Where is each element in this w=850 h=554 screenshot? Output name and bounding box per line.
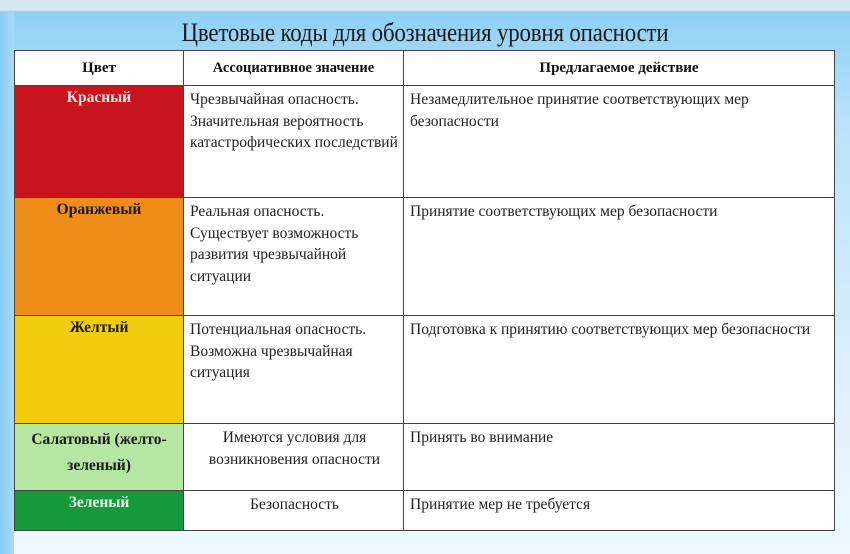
color-cell-green: Зеленый xyxy=(15,491,184,531)
color-cell-red: Красный xyxy=(15,86,184,198)
meaning-cell: Реальная опасность. Существует возможность развития чрезвычайной ситуации xyxy=(184,198,404,316)
table-row-orange xyxy=(15,198,835,316)
table-row-light-green xyxy=(15,424,835,491)
action-cell: Подготовка к принятию соответствующих мер безопасности xyxy=(404,316,835,424)
meaning-cell: Чрезвычайная опасность. Значительная вероятность катастрофических последствий xyxy=(184,86,404,198)
meaning-cell: Безопасность xyxy=(184,491,404,531)
color-cell-yellow: Желтый xyxy=(15,316,184,424)
color-cell-orange: Оранжевый xyxy=(15,198,184,316)
meaning-cell: Потенциальная опасность. Возможна чрезвычайная ситуация xyxy=(184,316,404,424)
table-row-red xyxy=(15,86,835,198)
header-action: Предлагаемое действие xyxy=(404,51,835,86)
page-title: Цветовые коды для обозначения уровня опасности xyxy=(181,18,669,47)
header-meaning: Ассоциативное значение xyxy=(184,51,404,86)
action-cell: Незамедлительное принятие соответствующих мер безопасности xyxy=(404,86,835,198)
header-color: Цвет xyxy=(15,51,184,86)
meaning-cell: Имеются условия для возникновения опасности xyxy=(184,424,404,491)
background-decoration xyxy=(0,12,14,554)
table-row-yellow xyxy=(15,316,835,424)
action-cell: Принятие соответствующих мер безопасности xyxy=(404,198,835,316)
table-row-green xyxy=(15,491,835,531)
action-cell: Принять во внимание xyxy=(404,424,835,491)
danger-level-table xyxy=(14,50,835,531)
action-cell: Принятие мер не требуется xyxy=(404,491,835,531)
color-cell-light-green: Салатовый (желто-зеленый) xyxy=(15,424,184,491)
table-header-row xyxy=(15,51,835,86)
